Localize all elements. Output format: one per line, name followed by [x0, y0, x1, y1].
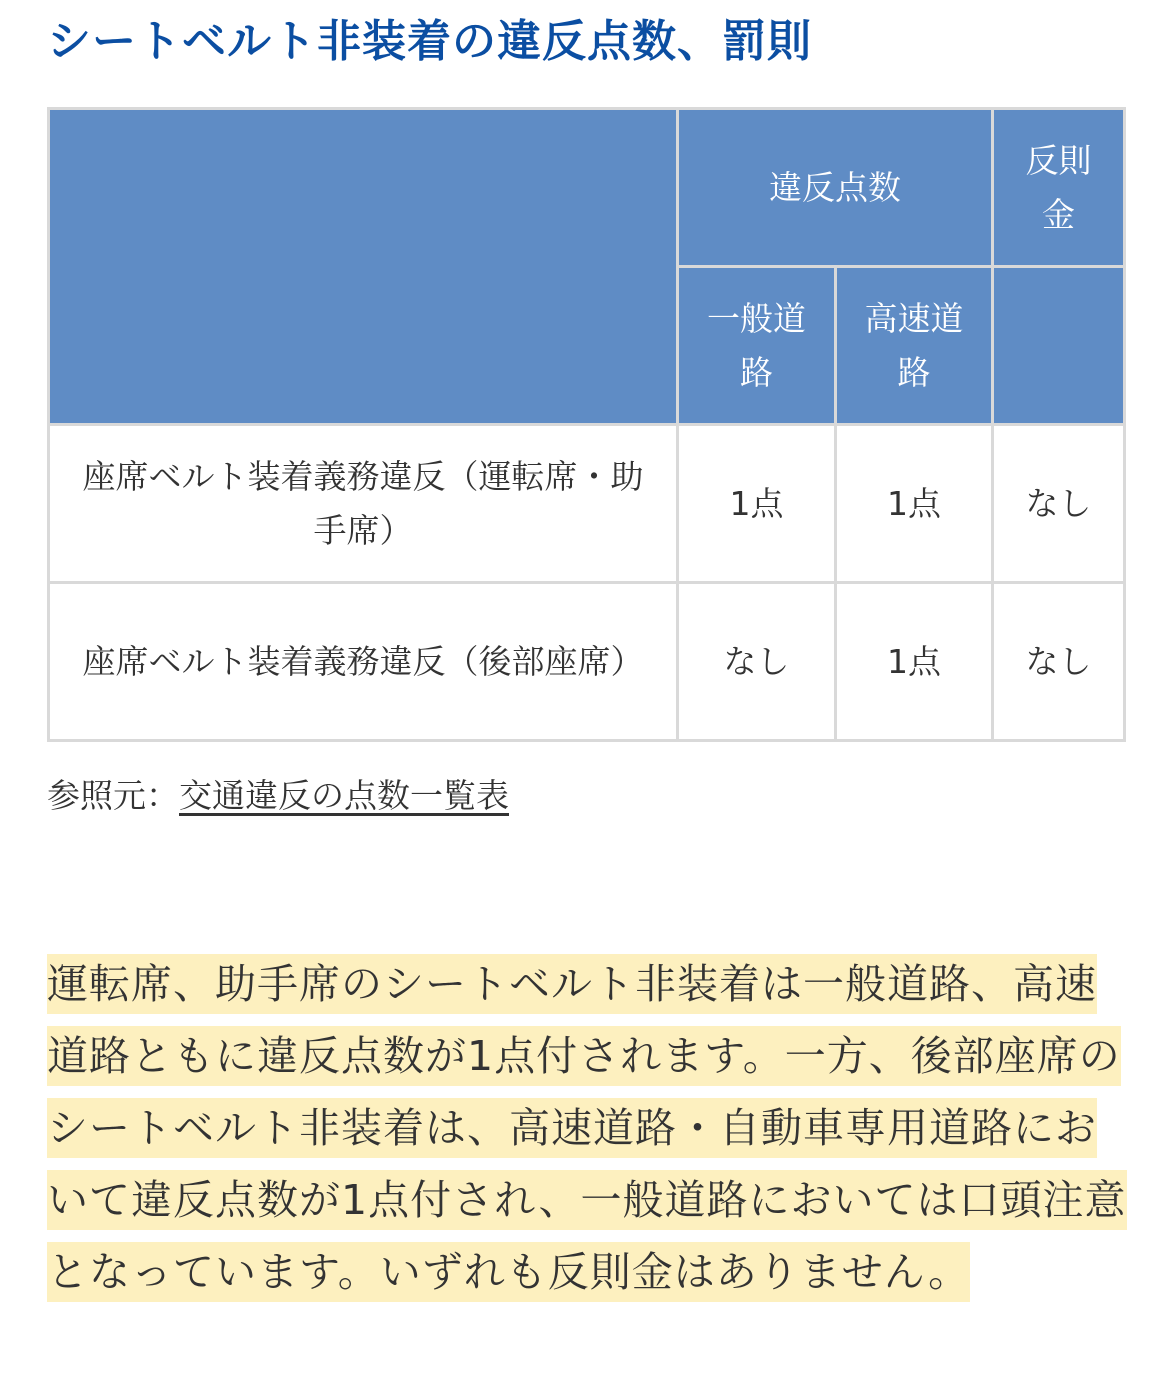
general-road-points-cell: 1点 — [678, 425, 836, 583]
violation-cell: 座席ベルト装着義務違反（後部座席） — [49, 583, 678, 741]
header-fine: 反則金 — [993, 109, 1125, 267]
table-header-row — [49, 109, 1125, 267]
table-row — [49, 583, 1125, 741]
header-general-road: 一般道路 — [678, 267, 836, 425]
header-fine-blank — [993, 267, 1125, 425]
fine-cell: なし — [993, 425, 1125, 583]
general-road-points-cell: なし — [678, 583, 836, 741]
source-link[interactable]: 交通違反の点数一覧表 — [179, 776, 509, 815]
highlighted-note — [47, 948, 1127, 1308]
expressway-points-cell: 1点 — [836, 425, 993, 583]
header-blank-cell — [49, 109, 678, 425]
section-heading: シートベルト非装着の違反点数、罰則 — [47, 16, 812, 67]
source-reference — [47, 772, 509, 820]
penalty-table — [47, 107, 1126, 742]
fine-cell: なし — [993, 583, 1125, 741]
header-points: 違反点数 — [678, 109, 993, 267]
table-row — [49, 425, 1125, 583]
source-prefix: 参照元： — [47, 776, 179, 815]
expressway-points-cell: 1点 — [836, 583, 993, 741]
note-text: 運転席、助手席のシートベルト非装着は一般道路、高速道路ともに違反点数が1点付されます。一方、後部座席のシートベルト非装着は、高速道路・自動車専用道路において違反点数が1点付され、一般道路においては口頭注意となっています。いずれも反則金はありません。 — [47, 954, 1127, 1302]
header-expressway: 高速道路 — [836, 267, 993, 425]
violation-cell: 座席ベルト装着義務違反（運転席・助手席） — [49, 425, 678, 583]
